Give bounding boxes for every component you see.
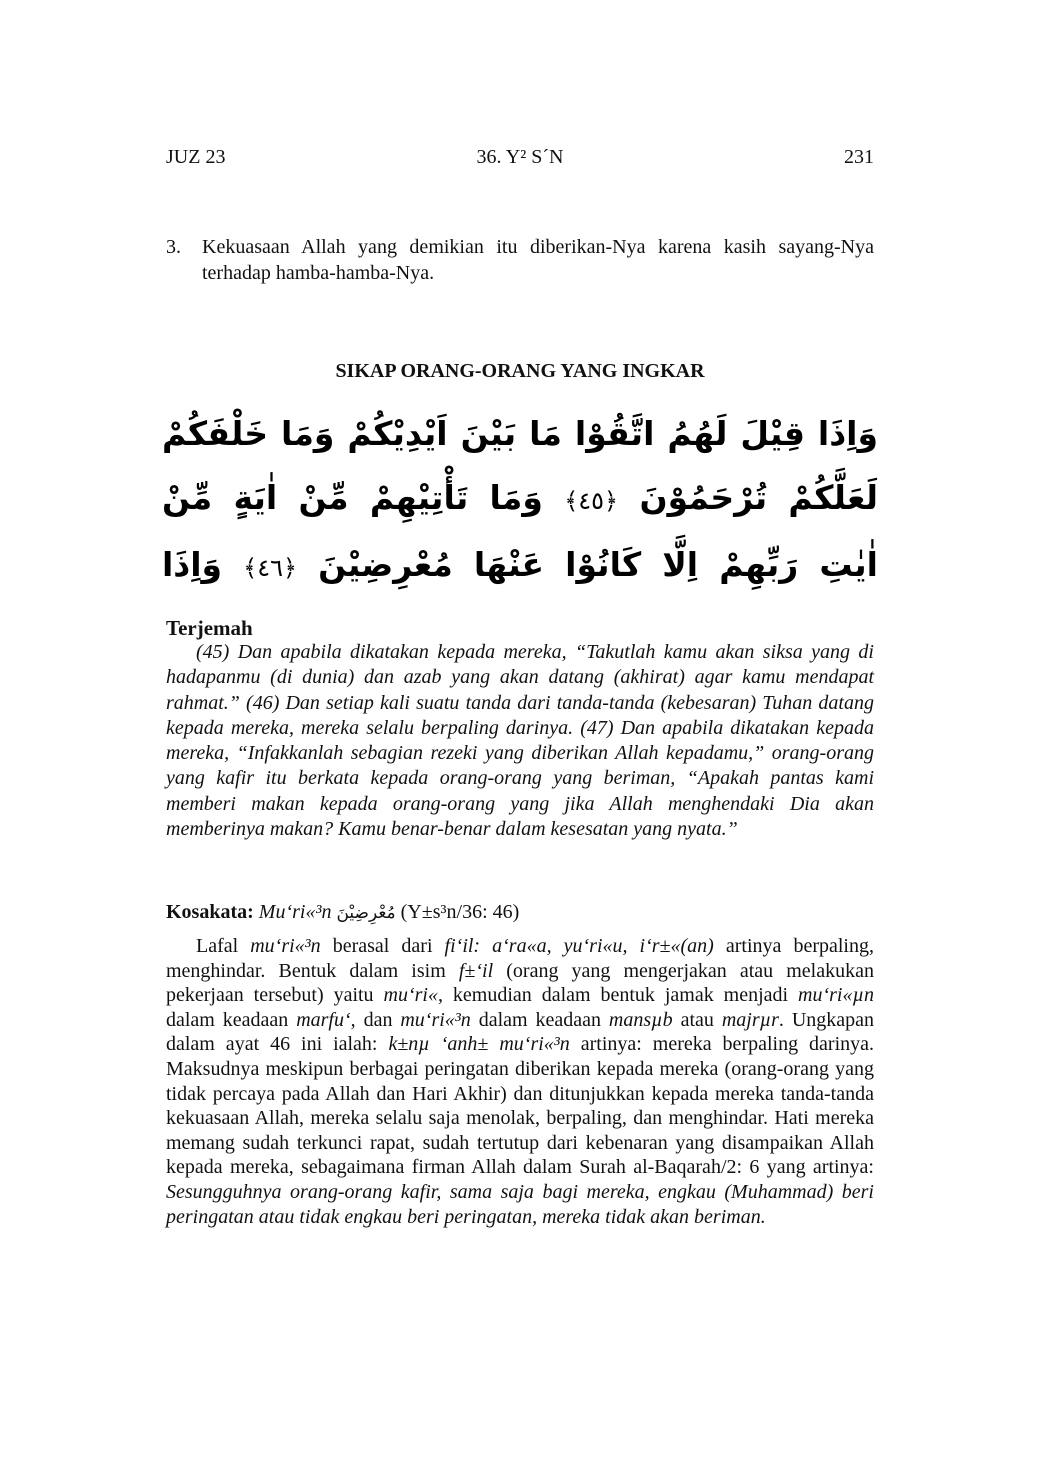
italic-run: mu‘ri«³n: [400, 1008, 471, 1031]
section-title: SIKAP ORANG-ORANG YANG INGKAR: [335, 360, 705, 382]
italic-run: k±nµ ‘anh± mu‘ri«³n: [388, 1033, 570, 1056]
arabic-verse-46: وَمَا تَأْتِيْهِمْ مِّنْ اٰيَةٍ مِّنْ اٰيٰتِ رَبِّهِمْ اِلَّا كَانُوْا عَنْهَا مُعْرِضِيْنَ: [162, 478, 878, 584]
text-run: dalam keadaan: [166, 1008, 297, 1031]
italic-run: f±‘il: [458, 959, 494, 982]
italic-run: fi‘il: a‘ra«a, yu‘ri«u, i‘r±«(an): [444, 935, 714, 957]
italic-run: mu‘ri«³n: [250, 935, 321, 957]
verse-marker-46: ﴿٤٦﴾: [243, 554, 298, 582]
text-run: . Ungkapan dalam ayat 46 ini ialah:: [166, 1008, 875, 1056]
juz-label: JUZ 23: [166, 146, 226, 168]
verse-marker-45: ﴿٤٥﴾: [564, 487, 619, 515]
surah-title: 36. Y² S´N: [476, 146, 564, 168]
page-number: 231: [844, 146, 874, 168]
text-run: artinya berpaling, menghindar. Bentuk dalam isim: [166, 935, 874, 982]
text-run: berasal dari: [320, 935, 445, 957]
italic-run: marfu‘: [296, 1008, 351, 1031]
translation-text: (45) Dan apabila dikatakan kepada mereka, “Takutlah kamu akan siksa yang di hadapanmu (di dunia) dan azab yang akan datang (akhirat) agar kamu mendapat rahmat.” (46) Dan setiap kali suatu tanda dari tanda-tanda (kebesaran) Tuhan datang kepada mereka, mereka selalu berpaling darinya. (47) Dan apabila dikatakan kepada mereka, “Infakkanlah sebagian rezeki yang diberikan Allah kepadamu,” orang-orang yang kafir itu berkata kepada orang-orang yang beriman, “Apakah pantas kami memberi makan kepada orang-orang yang jika Allah menghendaki Dia akan memberinya makan? Kamu benar-benar dalam kesesatan yang nyata.”: [166, 641, 874, 841]
text-run: , kemudian dalam bentuk jamak menjadi: [437, 984, 799, 1007]
text-run: artinya: mereka berpaling darinya. Maksudnya meskipun berbagai peringatan diberikan kepada mereka (orang-orang yang tidak percaya pada Allah dan Hari Akhir) dan ditunjukkan kepada mereka tanda-tanda kekuasaan Allah, mereka selalu saja menolak, berpaling, dan menghindar. Hati mereka memang sudah terkunci rapat, sudah tertutup dari kebenaran yang disampaikan Allah kepada mereka, sebagaimana firman Allah dalam Surah al-Baqarah/2: 6 yang artinya:: [166, 1033, 875, 1179]
translation-heading: Terjemah: [166, 616, 253, 640]
point-text: Kekuasaan Allah yang demikian itu diberikan-Nya karena kasih sayang-Nya terhadap hamba-hamba-Nya.: [202, 236, 874, 284]
arabic-verse-47: وَاِذَا: [162, 545, 223, 584]
arabic-verse-45: وَاِذَا قِيْلَ لَهُمُ اتَّقُوْا مَا بَيْنَ اَيْدِيْكُمْ وَمَا خَلْفَكُمْ لَعَلَّكُمْ تُرْحَمُوْنَ: [162, 414, 878, 517]
italic-run: Sesungguhnya orang-orang kafir, sama saja bagi mereka, engkau (Muhammad) beri peringatan atau tidak engkau beri peringatan, mereka tidak akan beriman.: [166, 1180, 874, 1228]
vocabulary-section: [166, 900, 874, 1229]
italic-run: mu‘ri«µn: [798, 984, 874, 1007]
arabic-verses: [162, 402, 878, 598]
italic-run: mu‘ri«: [383, 984, 438, 1007]
vocabulary-reference: (Y±s³n/36: 46): [400, 901, 520, 923]
vocabulary-term: Mu‘ri«³n: [258, 901, 332, 923]
text-run: Lafal: [196, 935, 251, 957]
vocabulary-explanation: [166, 934, 874, 1229]
text-run: (orang yang mengerjakan atau melakukan pekerjaan tersebut) yaitu: [166, 959, 874, 1007]
vocabulary-arabic-term: مُعْرِضِيْنَ: [336, 903, 396, 923]
vocabulary-heading: [166, 900, 874, 926]
text-run: dalam keadaan: [470, 1008, 609, 1031]
italic-run: majrµr: [721, 1008, 779, 1031]
numbered-point-3: [166, 234, 874, 286]
translation-section: [166, 616, 874, 842]
vocabulary-label: Kosakata:: [166, 901, 254, 923]
text-run: , dan: [350, 1008, 401, 1031]
page-header: [166, 146, 874, 174]
point-number: 3.: [166, 236, 181, 258]
text-run: atau: [672, 1008, 722, 1031]
italic-run: mansµb: [608, 1008, 673, 1031]
